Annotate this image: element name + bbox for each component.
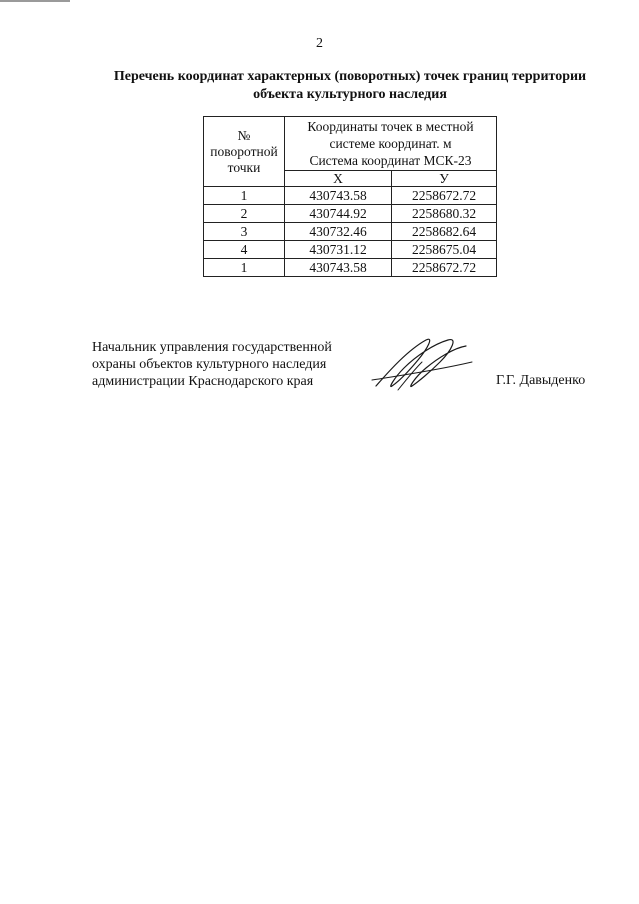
table-row — [204, 259, 497, 277]
signer-name: Г.Г. Давыденко — [496, 373, 586, 388]
coordinates-table — [203, 116, 497, 277]
cell-point: 2 — [204, 205, 285, 223]
header-point-line-2: поворотной — [210, 143, 278, 159]
cell-point: 4 — [204, 241, 285, 259]
signer-position-line-1: Начальник управления государственной — [92, 340, 332, 355]
cell-x: 430732.46 — [285, 223, 392, 241]
header-group-line-1: Координаты точек в местной — [307, 119, 474, 134]
signer-position — [92, 339, 332, 390]
header-point-line-3: точки — [227, 159, 261, 175]
table-row — [204, 223, 497, 241]
header-point-number — [204, 117, 285, 187]
cell-x: 430744.92 — [285, 205, 392, 223]
page-number: 2 — [316, 36, 323, 51]
header-point-line-1: № — [237, 127, 251, 143]
header-group-line-3: Система координат МСК-23 — [309, 153, 472, 168]
document-title — [60, 68, 639, 104]
handwritten-signature — [368, 332, 478, 394]
header-y: У — [392, 171, 497, 187]
cell-point: 1 — [204, 259, 285, 277]
document-title-line-1: Перечень координат характерных (поворотных) точек границ территории — [113, 69, 587, 84]
cell-y: 2258675.04 — [392, 241, 497, 259]
cell-x: 430743.58 — [285, 259, 392, 277]
signer-position-line-2: охраны объектов культурного наследия — [92, 357, 327, 372]
header-x: X — [285, 171, 392, 187]
table-header-row — [204, 117, 497, 171]
header-group-line-2: системе координат. м — [329, 136, 452, 151]
cell-x: 430731.12 — [285, 241, 392, 259]
table-row — [204, 187, 497, 205]
cell-point: 3 — [204, 223, 285, 241]
cell-y: 2258672.72 — [392, 259, 497, 277]
cell-x: 430743.58 — [285, 187, 392, 205]
header-coordinates-group — [285, 117, 497, 171]
cell-y: 2258680.32 — [392, 205, 497, 223]
signer-position-line-3: администрации Краснодарского края — [92, 374, 314, 389]
table-row — [204, 205, 497, 223]
scan-edge-mark — [0, 0, 70, 2]
document-title-line-2: объекта культурного наследия — [253, 87, 447, 102]
cell-y: 2258682.64 — [392, 223, 497, 241]
cell-y: 2258672.72 — [392, 187, 497, 205]
table-row — [204, 241, 497, 259]
cell-point: 1 — [204, 187, 285, 205]
